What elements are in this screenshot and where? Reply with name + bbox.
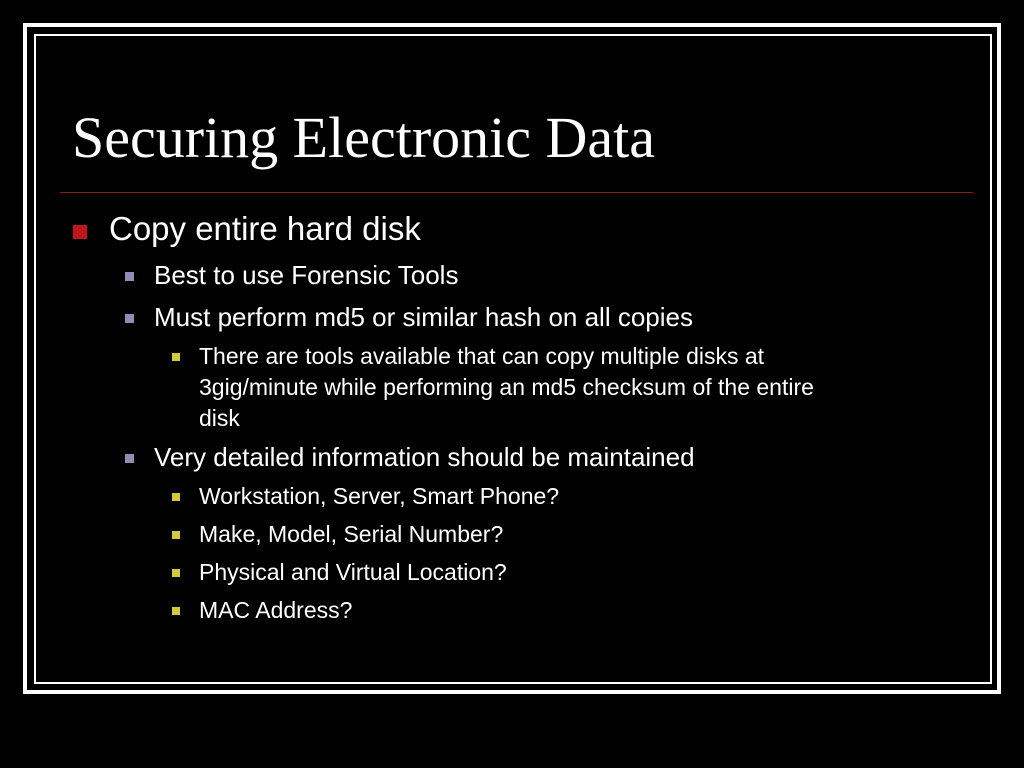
bullet-item-level3: Make, Model, Serial Number?	[199, 521, 504, 547]
bullet-item-level2: Best to use Forensic Tools	[154, 260, 459, 290]
bullet-item-level2: Must perform md5 or similar hash on all copies	[154, 302, 693, 332]
square-bullet-icon	[172, 531, 180, 539]
bullet-item-level3: Workstation, Server, Smart Phone?	[199, 483, 560, 509]
square-bullet-icon	[125, 454, 134, 463]
square-bullet-icon	[125, 314, 134, 323]
bullet-item-level3: Physical and Virtual Location?	[199, 559, 507, 585]
bullet-item-level3: MAC Address?	[199, 597, 353, 623]
bullet-item-level3	[199, 341, 814, 434]
slide-title: Securing Electronic Data	[72, 105, 655, 170]
bullet-line: 3gig/minute while performing an md5 checksum of the entire	[199, 374, 814, 400]
bullet-line: disk	[199, 405, 240, 431]
bullet-item-level1: Copy entire hard disk	[109, 210, 421, 247]
square-bullet-icon	[172, 353, 180, 361]
square-bullet-icon	[172, 569, 180, 577]
bullet-line: There are tools available that can copy multiple disks at	[199, 343, 765, 369]
square-bullet-icon	[125, 272, 134, 281]
square-bullet-icon	[172, 607, 180, 615]
square-bullet-icon	[73, 225, 87, 239]
square-bullet-icon	[172, 493, 180, 501]
bullet-item-level2: Very detailed information should be maintained	[154, 442, 695, 472]
